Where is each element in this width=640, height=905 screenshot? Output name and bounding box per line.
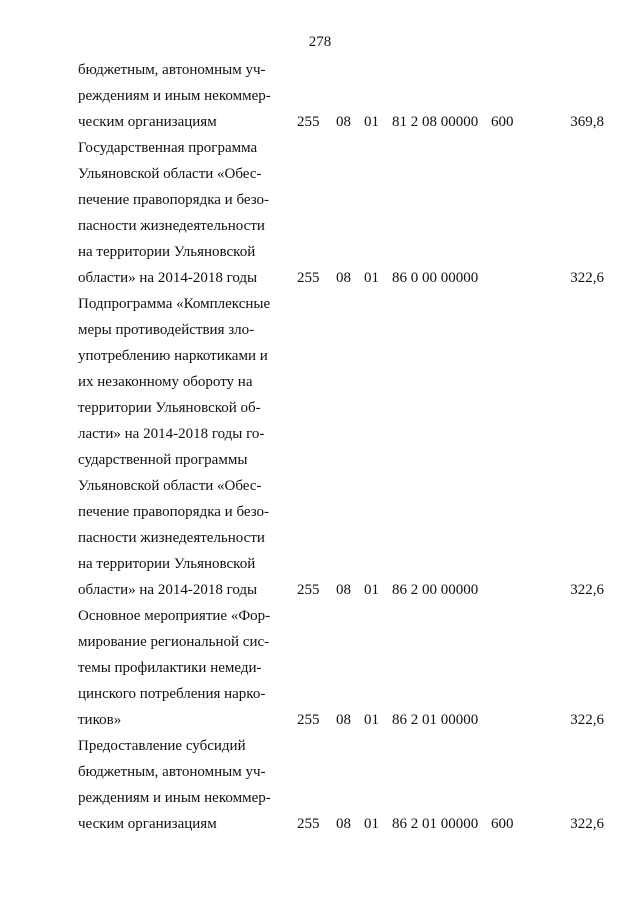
amount: 322,6 <box>570 712 604 728</box>
desc-line: цинского потребления нарко- <box>78 686 266 702</box>
target-article-code: 86 2 01 00000 <box>392 712 479 728</box>
row-description <box>78 135 286 291</box>
amount: 369,8 <box>570 114 604 130</box>
ministry-code: 255 <box>297 270 320 286</box>
desc-line: ческим организациям <box>78 816 217 832</box>
ministry-code: 255 <box>297 114 320 130</box>
section-code: 08 <box>336 816 351 832</box>
target-article-code: 86 2 01 00000 <box>392 816 479 832</box>
desc-line: тиков» <box>78 712 122 728</box>
subsection-code: 01 <box>364 114 379 130</box>
row-description <box>78 603 286 733</box>
target-article-code: 81 2 08 00000 <box>392 114 479 130</box>
desc-line: сударственной программы <box>78 452 248 468</box>
desc-line: мирование региональной сис- <box>78 634 270 650</box>
expense-type-code: 600 <box>491 114 514 130</box>
amount: 322,6 <box>570 816 604 832</box>
desc-line: Подпрограмма «Комплексные <box>78 296 271 312</box>
desc-line: печение правопорядка и безо- <box>78 504 270 520</box>
desc-line: Государственная программа <box>78 140 258 156</box>
subsection-code: 01 <box>364 712 379 728</box>
section-code: 08 <box>336 582 351 598</box>
desc-line: бюджетным, автономным уч- <box>78 764 266 780</box>
desc-line: на территории Ульяновской <box>78 556 256 572</box>
desc-line: ласти» на 2014-2018 годы го- <box>78 426 265 442</box>
ministry-code: 255 <box>297 712 320 728</box>
desc-line: употреблению наркотиками и <box>78 348 268 364</box>
amount: 322,6 <box>570 582 604 598</box>
desc-line: реждениям и иным некоммер- <box>78 790 271 806</box>
section-code: 08 <box>336 114 351 130</box>
section-code: 08 <box>336 270 351 286</box>
row-description <box>78 733 286 837</box>
desc-line: на территории Ульяновской <box>78 244 256 260</box>
desc-line: Основное мероприятие «Фор- <box>78 608 271 624</box>
desc-line: темы профилактики немеди- <box>78 660 262 676</box>
section-code: 08 <box>336 712 351 728</box>
desc-line: Предоставление субсидий <box>78 738 246 754</box>
desc-line: реждениям и иным некоммер- <box>78 88 271 104</box>
desc-line: области» на 2014-2018 годы <box>78 582 258 598</box>
desc-line: бюджетным, автономным уч- <box>78 62 266 78</box>
row-description <box>78 57 286 135</box>
target-article-code: 86 0 00 00000 <box>392 270 479 286</box>
target-article-code: 86 2 00 00000 <box>392 582 479 598</box>
desc-line: ческим организациям <box>78 114 217 130</box>
subsection-code: 01 <box>364 582 379 598</box>
desc-line: печение правопорядка и безо- <box>78 192 270 208</box>
desc-line: Ульяновской области «Обес- <box>78 166 262 182</box>
page-number: 278 <box>308 34 332 50</box>
row-description <box>78 291 286 603</box>
desc-line: их незаконному обороту на <box>78 374 253 390</box>
desc-line: области» на 2014-2018 годы <box>78 270 258 286</box>
desc-line: территории Ульяновской об- <box>78 400 261 416</box>
ministry-code: 255 <box>297 582 320 598</box>
subsection-code: 01 <box>364 270 379 286</box>
amount: 322,6 <box>570 270 604 286</box>
ministry-code: 255 <box>297 816 320 832</box>
expense-type-code: 600 <box>491 816 514 832</box>
desc-line: меры противодействия зло- <box>78 322 255 338</box>
desc-line: пасности жизнедеятельности <box>78 530 265 546</box>
subsection-code: 01 <box>364 816 379 832</box>
desc-line: пасности жизнедеятельности <box>78 218 265 234</box>
desc-line: Ульяновской области «Обес- <box>78 478 262 494</box>
